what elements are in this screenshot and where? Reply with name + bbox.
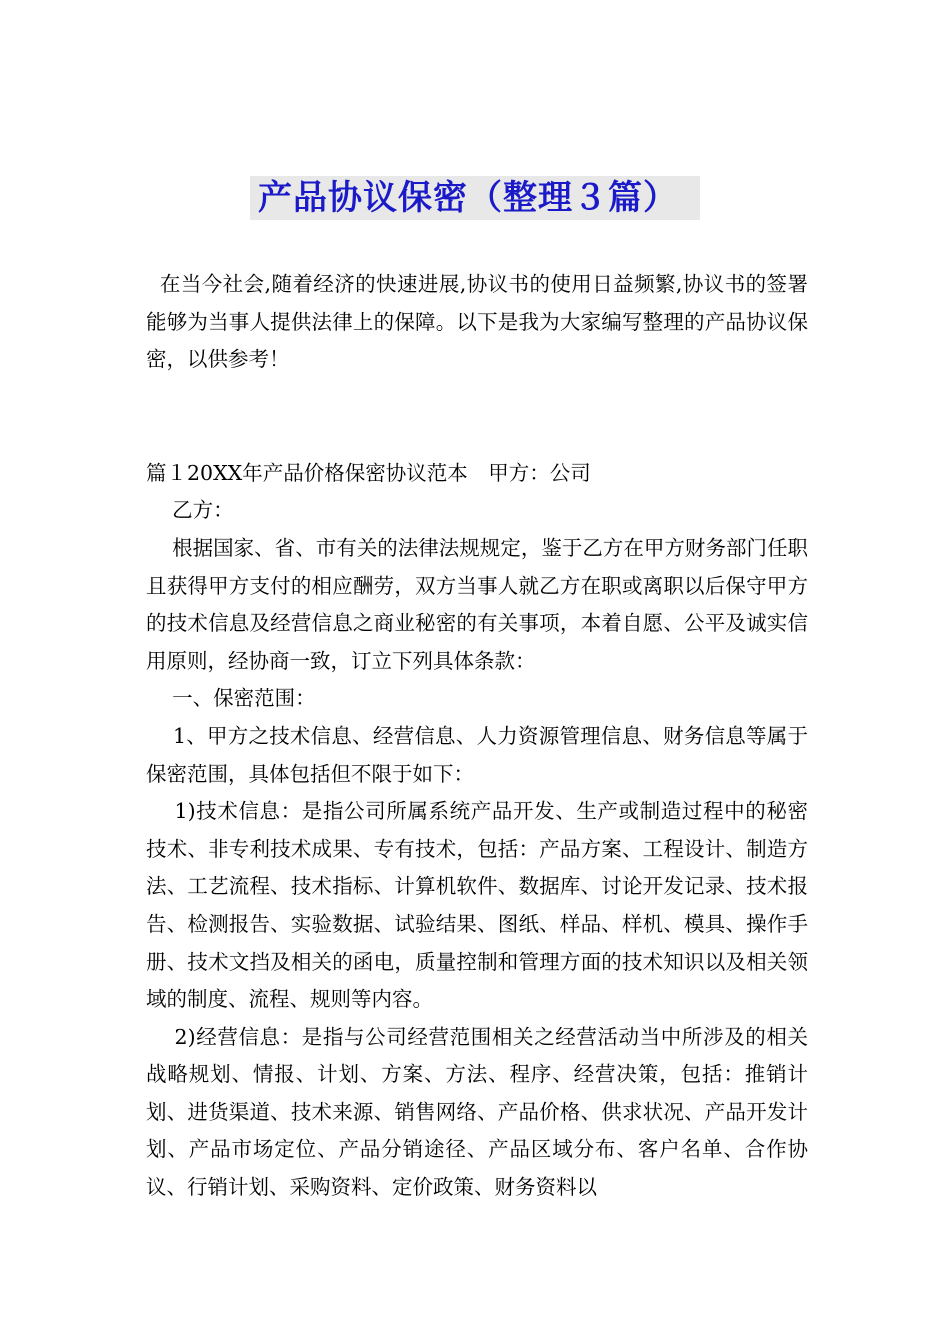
section-heading-paragraph: 篇１20XX年产品价格保密协议范本 甲方：公司 [146,460,591,485]
intro-paragraph: 在当今社会,随着经济的快速进展,协议书的使用日益频繁,协议书的签署能够为当事人提供法律上的保障。以下是我为大家编写整理的产品协议保密，以供参考！ [146,272,808,372]
clause-1-paragraph: 1、甲方之技术信息、经营信息、人力资源管理信息、财务信息等属于保密范围，具体包括但不限于如下： [146,723,808,786]
business-info-paragraph: 2)经营信息：是指与公司经营范围相关之经营活动当中所涉及的相关战略规划、情报、计划、方案、方法、程序、经营决策，包括：推销计划、进货渠道、技术来源、销售网络、产品价格、供求状况、产品开发计划、产品市场定位、产品分销途径、产品区域分布、客户名单、合作协议、行销计划、采购资料、定价政策、财务资料以 [146,1024,808,1200]
tech-info-paragraph: 1)技术信息：是指公司所属系统产品开发、生产或制造过程中的秘密技术、非专利技术成果、专有技术，包括：产品方案、工程设计、制造方法、工艺流程、技术指标、计算机软件、数据库、讨论开发记录、技术报告、检测报告、实验数据、试验结果、图纸、样品、样机、模具、操作手册、技术文挡及相关的函电，质量控制和管理方面的技术知识以及相关领域的制度、流程、规则等内容。 [146,799,808,1012]
document-title: 产品协议保密（整理３篇） [250,176,700,220]
clause-heading-paragraph: 一、保密范围： [146,686,316,711]
party-b-paragraph: 乙方： [146,498,234,523]
document-body [146,266,808,1207]
title-container [0,176,950,220]
preamble-paragraph: 根据国家、省、市有关的法律法规规定，鉴于乙方在甲方财务部门任职且获得甲方支付的相应酬劳，双方当事人就乙方在职或离职以后保守甲方的技术信息及经营信息之商业秘密的有关事项，本着自愿、公平及诚实信用原则，经协商一致，订立下列具体条款： [146,535,808,673]
